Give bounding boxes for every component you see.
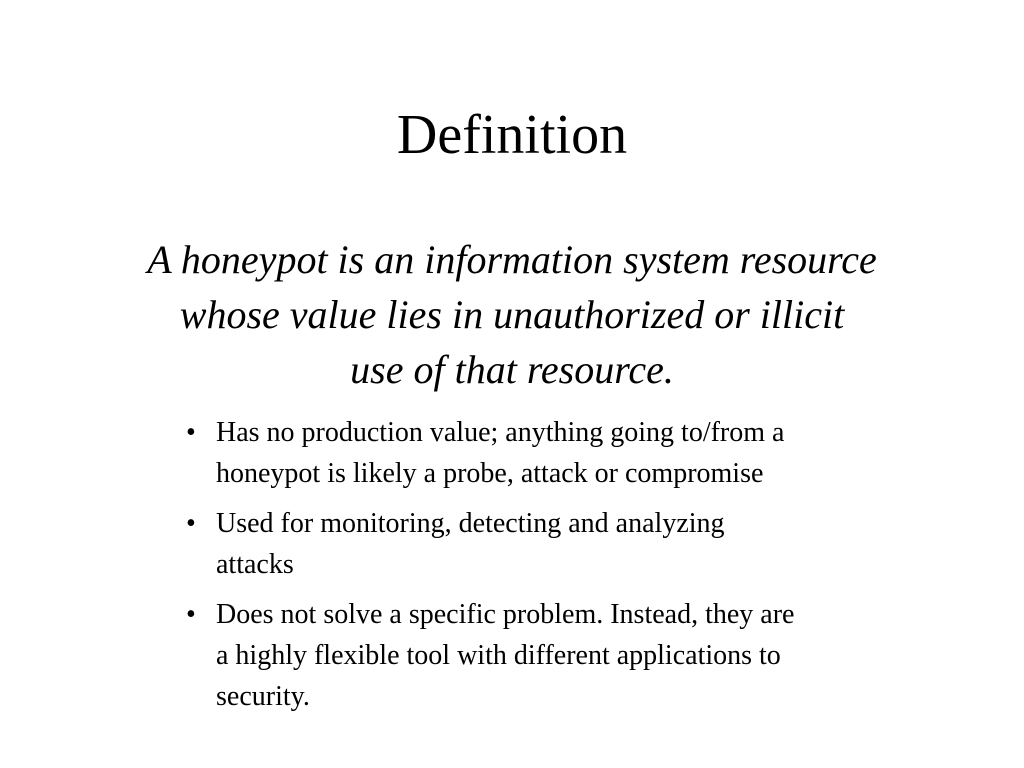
bullet-item	[186, 412, 946, 494]
bullet-line: Has no production value; anything going to/from a	[216, 417, 785, 448]
bullet-icon: •	[186, 417, 196, 448]
bullet-item	[186, 503, 946, 585]
bullet-icon: •	[186, 599, 196, 630]
bullet-line: security.	[216, 681, 310, 712]
bullet-item	[186, 594, 946, 717]
bullet-icon: •	[186, 508, 196, 539]
definition-line: use of that resource.	[350, 347, 674, 392]
bullet-list	[186, 412, 946, 726]
slide-title: Definition	[396, 104, 628, 166]
definition-line: whose value lies in unauthorized or illicit	[179, 292, 845, 337]
bullet-line: honeypot is likely a probe, attack or compromise	[216, 458, 764, 489]
bullet-line: a highly flexible tool with different applications to	[216, 640, 781, 671]
definition-line: A honeypot is an information system resource	[147, 237, 877, 282]
bullet-line: Used for monitoring, detecting and analyzing	[216, 508, 725, 539]
bullet-line: Does not solve a specific problem. Instead, they are	[216, 599, 795, 630]
bullet-line: attacks	[216, 549, 294, 580]
definition-text	[92, 232, 932, 397]
